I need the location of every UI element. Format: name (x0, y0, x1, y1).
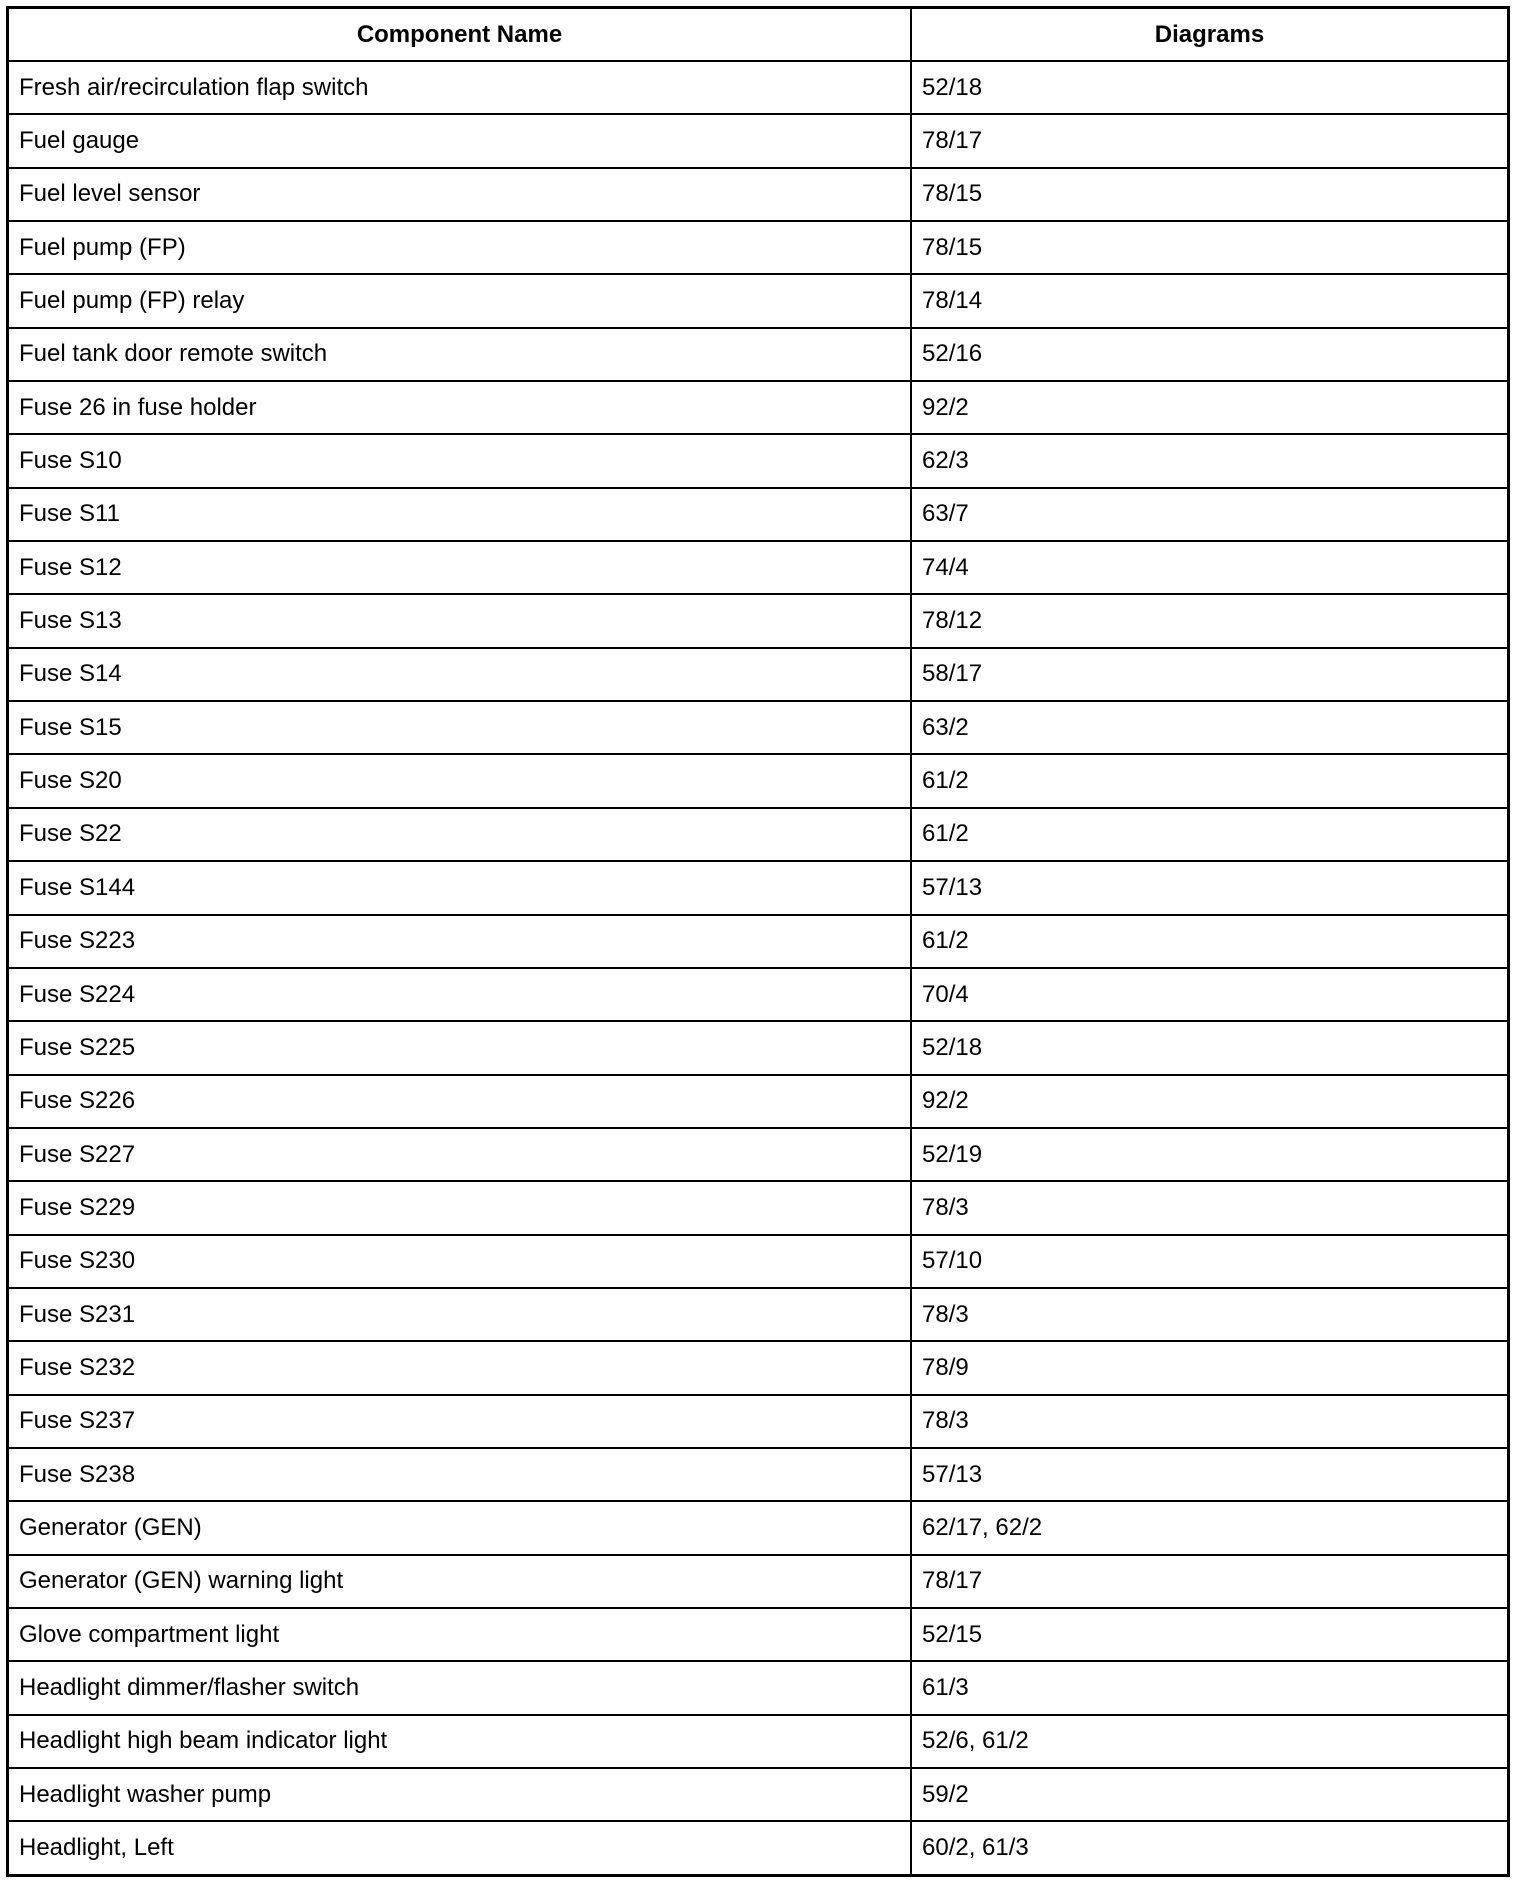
component-name-cell: Fuse S231 (9, 1288, 911, 1341)
table-row (9, 328, 1507, 381)
diagrams-cell: 78/14 (911, 274, 1507, 327)
component-name-cell: Fuse S11 (9, 488, 911, 541)
component-name-cell: Fuse S12 (9, 541, 911, 594)
table-header-row (9, 9, 1507, 61)
diagrams-cell: 58/17 (911, 648, 1507, 701)
component-name-cell: Fuse S230 (9, 1235, 911, 1288)
diagrams-cell: 59/2 (911, 1768, 1507, 1821)
table-row (9, 808, 1507, 861)
table-row (9, 1661, 1507, 1714)
component-name-cell: Headlight high beam indicator light (9, 1715, 911, 1768)
component-name-cell: Generator (GEN) (9, 1501, 911, 1554)
diagrams-cell: 52/6, 61/2 (911, 1715, 1507, 1768)
table-row (9, 1395, 1507, 1448)
table-row (9, 1181, 1507, 1234)
component-name-cell: Fuse S22 (9, 808, 911, 861)
diagrams-cell: 52/16 (911, 328, 1507, 381)
table-body (9, 61, 1507, 1874)
component-name-cell: Fuse S13 (9, 594, 911, 647)
component-table-container (6, 6, 1510, 1877)
table-row (9, 648, 1507, 701)
component-name-cell: Fuse S224 (9, 968, 911, 1021)
diagrams-cell: 78/3 (911, 1288, 1507, 1341)
table-row (9, 1821, 1507, 1874)
diagrams-cell: 60/2, 61/3 (911, 1821, 1507, 1874)
diagrams-cell: 74/4 (911, 541, 1507, 594)
table-row (9, 861, 1507, 914)
component-name-cell: Fuse S20 (9, 754, 911, 807)
table-row (9, 1555, 1507, 1608)
table-row (9, 1768, 1507, 1821)
diagrams-cell: 61/2 (911, 754, 1507, 807)
component-name-cell: Glove compartment light (9, 1608, 911, 1661)
component-name-cell: Fuse S10 (9, 434, 911, 487)
diagrams-cell: 78/12 (911, 594, 1507, 647)
component-name-cell: Fuse S15 (9, 701, 911, 754)
diagrams-cell: 92/2 (911, 381, 1507, 434)
component-name-cell: Generator (GEN) warning light (9, 1555, 911, 1608)
diagrams-cell: 78/3 (911, 1395, 1507, 1448)
diagrams-cell: 62/3 (911, 434, 1507, 487)
component-name-cell: Headlight, Left (9, 1821, 911, 1874)
table-row (9, 1448, 1507, 1501)
component-name-cell: Fuse S223 (9, 915, 911, 968)
diagrams-cell: 70/4 (911, 968, 1507, 1021)
table-row (9, 915, 1507, 968)
table-row (9, 1288, 1507, 1341)
component-name-cell: Fuse S144 (9, 861, 911, 914)
column-header-component-name: Component Name (9, 9, 911, 61)
component-name-cell: Fuse S14 (9, 648, 911, 701)
table-row (9, 1341, 1507, 1394)
table-row (9, 168, 1507, 221)
diagrams-cell: 63/2 (911, 701, 1507, 754)
component-name-cell: Fuse S238 (9, 1448, 911, 1501)
column-header-diagrams: Diagrams (911, 9, 1507, 61)
table-row (9, 1608, 1507, 1661)
diagrams-cell: 78/15 (911, 221, 1507, 274)
table-row (9, 754, 1507, 807)
component-name-cell: Fuse S232 (9, 1341, 911, 1394)
diagrams-cell: 52/15 (911, 1608, 1507, 1661)
diagrams-cell: 57/13 (911, 861, 1507, 914)
table-row (9, 594, 1507, 647)
table-row (9, 1075, 1507, 1128)
diagrams-cell: 92/2 (911, 1075, 1507, 1128)
diagrams-cell: 78/9 (911, 1341, 1507, 1394)
table-row (9, 1128, 1507, 1181)
table-row (9, 221, 1507, 274)
table-row (9, 968, 1507, 1021)
component-name-cell: Headlight dimmer/flasher switch (9, 1661, 911, 1714)
diagrams-cell: 78/17 (911, 1555, 1507, 1608)
component-name-cell: Fuse S229 (9, 1181, 911, 1234)
table-row (9, 61, 1507, 114)
component-name-cell: Fuse 26 in fuse holder (9, 381, 911, 434)
table-row (9, 488, 1507, 541)
diagrams-cell: 52/18 (911, 1021, 1507, 1074)
table-row (9, 274, 1507, 327)
diagrams-cell: 61/2 (911, 808, 1507, 861)
component-name-cell: Fresh air/recirculation flap switch (9, 61, 911, 114)
table-row (9, 701, 1507, 754)
diagrams-cell: 57/13 (911, 1448, 1507, 1501)
table-row (9, 1715, 1507, 1768)
component-name-cell: Fuel gauge (9, 114, 911, 167)
diagrams-cell: 57/10 (911, 1235, 1507, 1288)
table-row (9, 541, 1507, 594)
component-name-cell: Fuse S227 (9, 1128, 911, 1181)
component-diagram-table (9, 9, 1507, 1874)
table-row (9, 1501, 1507, 1554)
table-row (9, 381, 1507, 434)
diagrams-cell: 52/19 (911, 1128, 1507, 1181)
component-name-cell: Fuel pump (FP) relay (9, 274, 911, 327)
diagrams-cell: 78/15 (911, 168, 1507, 221)
diagrams-cell: 61/2 (911, 915, 1507, 968)
diagrams-cell: 52/18 (911, 61, 1507, 114)
table-row (9, 1235, 1507, 1288)
component-name-cell: Fuel level sensor (9, 168, 911, 221)
component-name-cell: Fuse S226 (9, 1075, 911, 1128)
table-row (9, 114, 1507, 167)
component-name-cell: Fuse S225 (9, 1021, 911, 1074)
diagrams-cell: 78/17 (911, 114, 1507, 167)
diagrams-cell: 62/17, 62/2 (911, 1501, 1507, 1554)
component-name-cell: Fuel pump (FP) (9, 221, 911, 274)
component-name-cell: Fuse S237 (9, 1395, 911, 1448)
diagrams-cell: 61/3 (911, 1661, 1507, 1714)
diagrams-cell: 63/7 (911, 488, 1507, 541)
table-row (9, 434, 1507, 487)
diagrams-cell: 78/3 (911, 1181, 1507, 1234)
component-name-cell: Fuel tank door remote switch (9, 328, 911, 381)
component-name-cell: Headlight washer pump (9, 1768, 911, 1821)
table-row (9, 1021, 1507, 1074)
